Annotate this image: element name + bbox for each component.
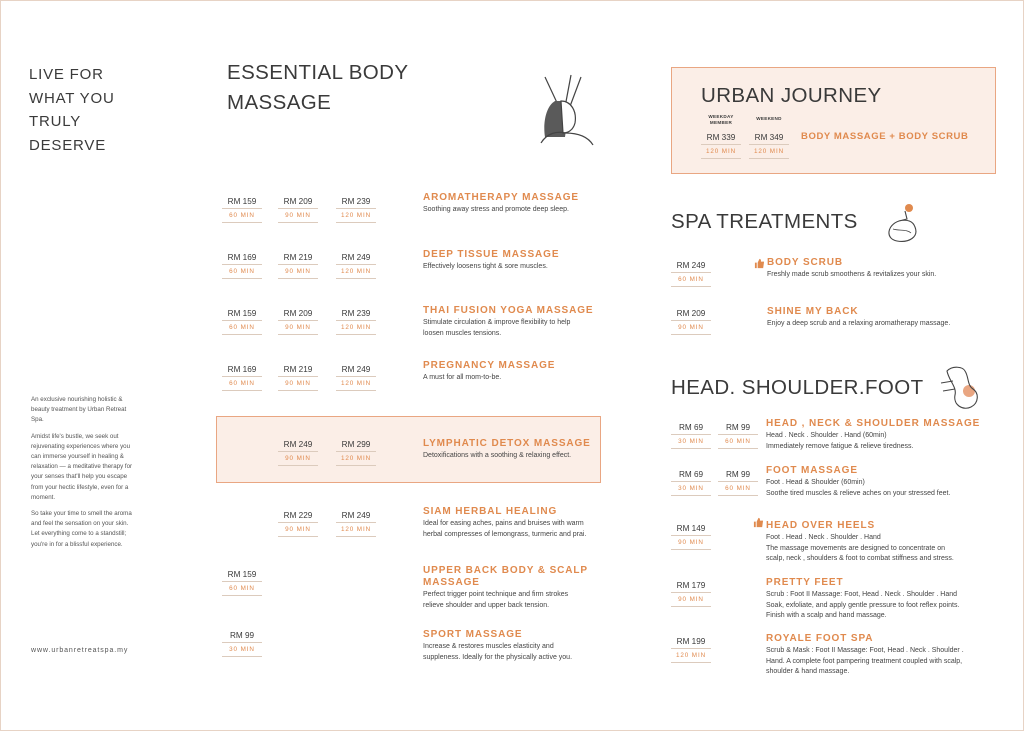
service-desc: Effectively loosens tight & sore muscles. (423, 263, 548, 270)
service-head-neck-shoulder (766, 418, 980, 452)
tagline-line: LIVE FOR (29, 66, 104, 83)
service-name: BODY SCRUB (767, 257, 844, 268)
service-desc: Head . Neck . Shoulder . Hand (60min) (766, 432, 887, 439)
price-tag: RM 69 30 MIN (671, 468, 711, 496)
price-tag: RM 99 60 MIN (718, 468, 758, 496)
service-thai-fusion (423, 305, 594, 339)
service-name: PRETTY FEET (766, 577, 844, 588)
service-desc: herbal compresses of lemongrass, turmeric and prai. (423, 530, 587, 538)
service-desc: Soothing away stress and promote deep sleep. (423, 206, 569, 213)
urban-col-label: WEEKDAY (708, 114, 734, 119)
price-tag: RM 209 90 MIN (278, 195, 318, 223)
price-tag: RM 249 90 MIN (278, 438, 318, 466)
service-name: UPPER BACK BODY & SCALP (423, 565, 588, 576)
intro-paragraph: Amidst life's bustle, we seek out rejuvenating experiences where you can immerse yourself in healing & relaxation — a meditative therapy for your senses that'll help you escape from your hectic lifestyle, even for a moment. (31, 432, 133, 501)
service-desc: Finish with a scalp and hand massage. (766, 612, 887, 619)
service-desc: suppleness. Ideally for the physically active you. (423, 653, 573, 661)
price-tag: RM 239 120 MIN (336, 307, 376, 335)
herbal-compress-icon (879, 199, 925, 245)
service-name: SHINE MY BACK (767, 306, 859, 317)
thumbs-up-icon (753, 517, 764, 528)
price-tag: RM 159 60 MIN (222, 307, 262, 335)
service-desc: The massage movements are designed to concentrate on (766, 544, 945, 552)
hsf-section-title: HEAD. SHOULDER.FOOT (671, 376, 924, 399)
service-desc: Soothe tired muscles & relieve aches on your stressed feet. (766, 489, 951, 497)
service-name: PREGNANCY MASSAGE (423, 360, 556, 371)
service-desc: Foot . Head . Neck . Shoulder . Hand (766, 534, 881, 541)
price-tag: RM 169 60 MIN (222, 251, 262, 279)
intro-paragraph: So take your time to smell the aroma and feel the sensation on your skin. Let everything come to a standstill; you're in for a blissful experience. (31, 510, 132, 548)
urban-col-weekday (701, 114, 741, 125)
service-desc: Stimulate circulation & improve flexibility to help (423, 319, 571, 326)
service-desc: Ideal for easing aches, pains and bruises with warm (423, 520, 584, 527)
thumbs-up-icon (754, 258, 765, 269)
service-sport (423, 629, 572, 663)
service-desc: shoulder & hand massage. (766, 668, 850, 675)
intro-paragraph: An exclusive nourishing holistic & beauty treatment by Urban Retreat Spa. (31, 396, 127, 424)
urban-col-label: MEMBER (709, 119, 733, 125)
service-desc: Soak, exfoliate, and apply gentle pressure to foot reflex points. (766, 601, 960, 609)
service-desc: Scrub : Foot II Massage: Foot, Head . Neck . Shoulder . Hand (766, 591, 958, 598)
service-deep-tissue (423, 249, 559, 273)
price-tag: RM 219 90 MIN (278, 363, 318, 391)
massage-title-line: MASSAGE (227, 91, 332, 114)
price-tag: RM 169 60 MIN (222, 363, 262, 391)
service-name: HEAD , NECK & SHOULDER MASSAGE (766, 418, 981, 429)
urban-combo-label: BODY MASSAGE + BODY SCRUB (801, 131, 969, 142)
price-tag: RM 209 90 MIN (278, 307, 318, 335)
service-name: LYMPHATIC DETOX MASSAGE (423, 438, 591, 449)
service-desc: Hand. A complete foot pampering treatment coupled with scalp, (766, 657, 963, 665)
price-tag: RM 99 60 MIN (718, 421, 758, 449)
service-name: AROMATHERAPY MASSAGE (423, 192, 579, 203)
service-shine-my-back (767, 306, 950, 330)
service-name-cont: MASSAGE (423, 577, 480, 588)
service-desc: loosen muscles tensions. (423, 329, 502, 337)
service-upper-back (423, 565, 588, 611)
tagline (29, 63, 115, 157)
service-desc: relieve shoulder and upper back tension. (423, 601, 550, 609)
price-tag: RM 199 120 MIN (671, 635, 711, 663)
price-tag: RM 249 120 MIN (336, 363, 376, 391)
service-desc: Scrub & Mask : Foot II Massage: Foot, Head . Neck . Shoulder . (766, 647, 964, 654)
service-name: SIAM HERBAL HEALING (423, 506, 558, 517)
price-tag: RM 149 90 MIN (671, 522, 711, 550)
tagline-line: DESERVE (29, 136, 107, 154)
service-royale-foot-spa (766, 633, 964, 678)
website-link[interactable]: www.urbanretreatspa.my (31, 647, 129, 654)
price-tag: RM 249 120 MIN (336, 251, 376, 279)
price-tag: RM 229 90 MIN (278, 509, 318, 537)
service-lymphatic (423, 438, 591, 462)
service-desc: Increase & restores muscles elasticity and (423, 643, 554, 650)
price-tag: RM 249 60 MIN (671, 259, 711, 287)
massage-section-title (227, 58, 408, 118)
price-tag: RM 299 120 MIN (336, 438, 376, 466)
price-tag: RM 99 30 MIN (222, 629, 262, 657)
price-tag: RM 239 120 MIN (336, 195, 376, 223)
service-desc: Perfect trigger point technique and firm strokes (423, 591, 569, 598)
price-tag: RM 339 120 MIN (701, 131, 741, 159)
service-desc: Detoxifications with a soothing & relaxing effect. (423, 452, 572, 459)
service-pregnancy (423, 360, 555, 384)
price-tag: RM 159 60 MIN (222, 195, 262, 223)
price-tag: RM 349 120 MIN (749, 131, 789, 159)
service-name: SPORT MASSAGE (423, 629, 523, 640)
service-name: ROYALE FOOT SPA (766, 633, 874, 644)
price-tag: RM 219 90 MIN (278, 251, 318, 279)
massage-woman-icon (531, 71, 603, 151)
service-foot-massage (766, 465, 950, 499)
service-aromatherapy (423, 192, 579, 216)
service-siam-herbal (423, 506, 586, 540)
intro-text (31, 395, 133, 556)
service-desc: Immediately remove fatigue & relieve tiredness. (766, 442, 914, 450)
tagline-line: TRULY (29, 113, 82, 130)
massage-title-line: ESSENTIAL BODY (227, 61, 409, 84)
tagline-line: WHAT YOU (29, 89, 115, 107)
price-tag: RM 179 90 MIN (671, 579, 711, 607)
price-tag: RM 159 60 MIN (222, 568, 262, 596)
service-name: DEEP TISSUE MASSAGE (423, 249, 560, 260)
service-desc: Foot . Head & Shoulder (60min) (766, 479, 865, 486)
foot-icon (939, 361, 983, 413)
service-desc: scalp, neck , shoulders & foot to combat stiffness and stress. (766, 555, 954, 562)
service-name: THAI FUSION YOGA MASSAGE (423, 305, 594, 316)
service-name: HEAD OVER HEELS (766, 520, 876, 531)
urban-col-weekend: WEEKEND (756, 116, 782, 121)
service-desc: A must for all mom-to-be. (423, 374, 502, 381)
service-pretty-feet (766, 577, 959, 622)
price-tag: RM 209 90 MIN (671, 307, 711, 335)
service-head-over-heels (766, 520, 954, 565)
service-name: FOOT MASSAGE (766, 465, 858, 476)
service-desc: Enjoy a deep scrub and a relaxing aromatherapy massage. (767, 320, 951, 327)
price-tag: RM 249 120 MIN (336, 509, 376, 537)
urban-journey-title: URBAN JOURNEY (701, 84, 882, 107)
service-desc: Freshly made scrub smoothens & revitalizes your skin. (767, 271, 937, 278)
price-tag: RM 69 30 MIN (671, 421, 711, 449)
service-body-scrub (767, 257, 936, 281)
spa-section-title: SPA TREATMENTS (671, 210, 858, 233)
